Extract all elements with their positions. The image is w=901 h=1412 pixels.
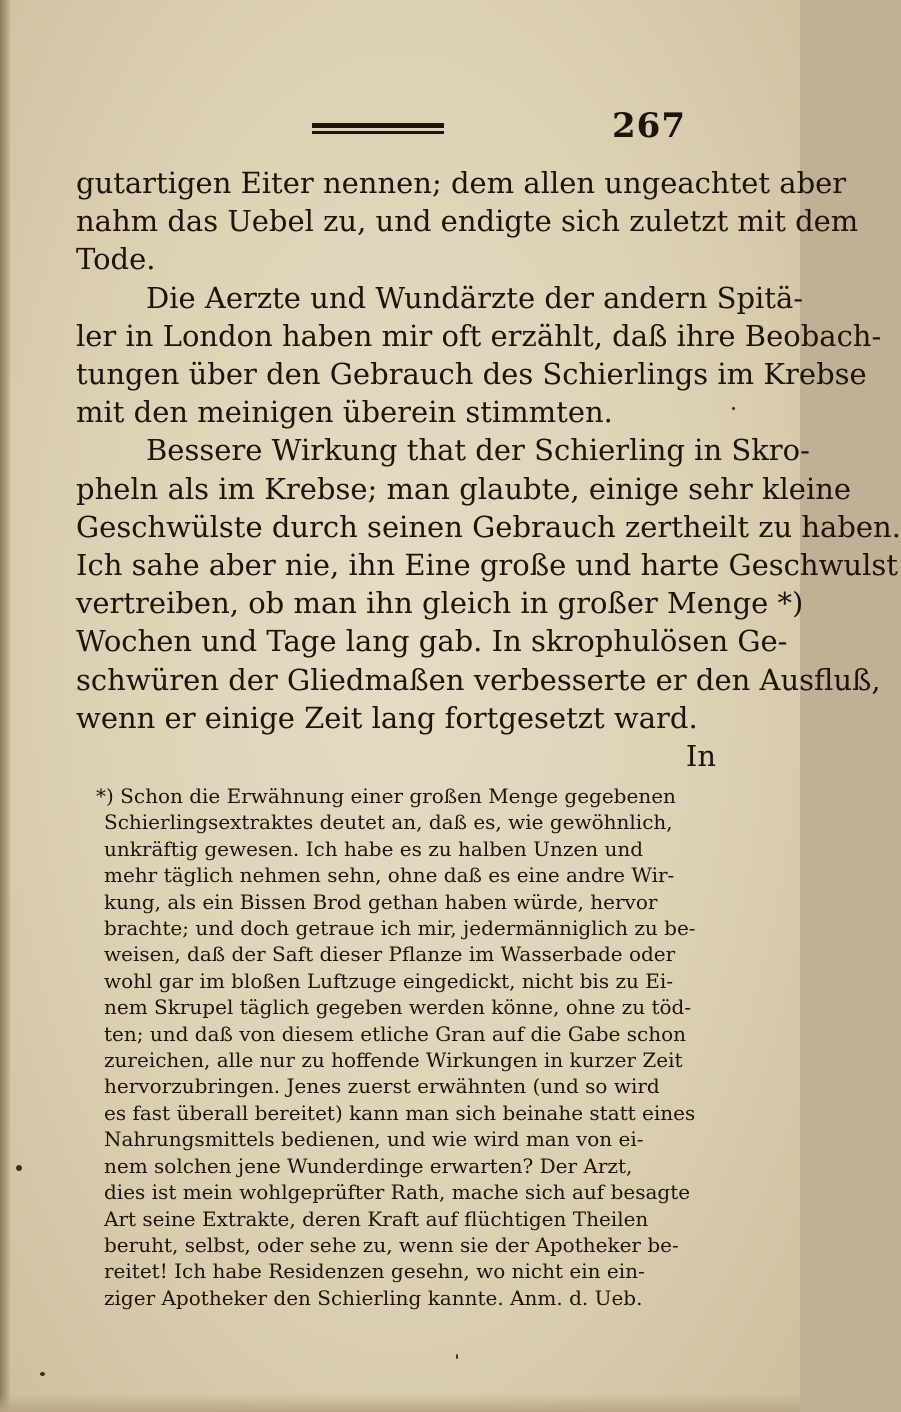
page-binding-edge [0, 0, 10, 1412]
page-number: 267 [612, 106, 686, 146]
footnote-line: *) Schon die Erwähnung einer großen Menge gegebenen [96, 784, 676, 808]
footnote [96, 783, 704, 1311]
footnote-line: mehr täglich nehmen sehn, ohne daß es eine andre Wir- [104, 863, 675, 888]
footnote-line: brachte; und doch getraue ich mir, jedermänniglich zu be- [104, 916, 696, 941]
footnote-line: wohl gar im bloßen Luftzuge eingedickt, nicht bis zu Ei- [104, 968, 673, 993]
footnote-line: ten; und daß von diesem etliche Gran auf die Gabe schon [104, 1021, 687, 1046]
text-line: schwüren der Gliedmaßen verbesserte er den Ausfluß, [76, 662, 881, 697]
text-line: Ich sahe aber nie, ihn Eine große und harte Geschwulst [76, 548, 898, 583]
footnote-line: kung, als ein Bissen Brod gethan haben würde, hervor [104, 889, 658, 914]
text-line: pheln als im Krebse; man glaubte, einige sehr kleine [76, 471, 852, 506]
page-bottom-edge [0, 1394, 800, 1412]
text-line: tungen über den Gebrauch des Schierlings im Krebse [76, 357, 867, 392]
footnote-line: reitet! Ich habe Residenzen gesehn, wo nicht ein ein- [104, 1259, 645, 1284]
footnote-line: dies ist mein wohlgeprüfter Rath, mache sich auf besagte [104, 1180, 691, 1205]
footnote-line: hervorzubringen. Jenes zuerst erwähnten (und so wird [104, 1074, 660, 1099]
header-ornament-rule [312, 123, 444, 137]
text-line: Wochen und Tage lang gab. In skrophulösen Ge- [76, 624, 788, 659]
text-line: Geschwülste durch seinen Gebrauch zertheilt zu haben. [76, 509, 901, 544]
text-line: vertreiben, ob man ihn gleich in großer Menge *) [76, 586, 804, 621]
main-text [76, 164, 901, 775]
footnote-line: ziger Apotheker den Schierling kannte. Anm. d. Ueb. [104, 1285, 643, 1310]
footnote-line: zureichen, alle nur zu hoffende Wirkungen in kurzer Zeit [104, 1048, 683, 1073]
text-line: mit den meinigen überein stimmten. [76, 395, 613, 430]
text-line: nahm das Uebel zu, und endigte sich zuletzt mit dem [76, 204, 859, 239]
footnote-line: nem solchen jene Wunderdinge erwarten? Der Arzt, [104, 1153, 633, 1178]
footnote-line: es fast überall bereitet) kann man sich beinahe statt eines [104, 1100, 696, 1125]
catchword: In [685, 739, 716, 774]
text-line: wenn er einige Zeit lang fortgesetzt ward. [76, 700, 698, 735]
footnote-line: Nahrungsmittels bedienen, und wie wird man von ei- [104, 1127, 644, 1152]
footnote-line: Art seine Extrakte, deren Kraft auf flüchtigen Theilen [104, 1206, 649, 1231]
text-line: Tode. [76, 242, 156, 277]
footnote-line: weisen, daß der Saft dieser Pflanze im Wasserbade oder [104, 942, 676, 967]
text-line: Die Aerzte und Wundärzte der andern Spitä- [146, 280, 804, 315]
text-line: Bessere Wirkung that der Schierling in Skro- [146, 433, 810, 468]
footnote-line: beruht, selbst, oder sehe zu, wenn sie der Apotheker be- [104, 1232, 679, 1257]
footnote-line: nem Skrupel täglich gegeben werden könne, ohne zu töd- [104, 995, 692, 1020]
text-line: ler in London haben mir oft erzählt, daß ihre Beobach- [76, 318, 882, 353]
footnote-line: Schierlingsextraktes deutet an, daß es, wie gewöhnlich, [104, 810, 673, 835]
footnote-line: unkräftig gewesen. Ich habe es zu halben Unzen und [104, 836, 644, 861]
text-line: gutartigen Eiter nennen; dem allen ungeachtet aber [76, 166, 847, 200]
